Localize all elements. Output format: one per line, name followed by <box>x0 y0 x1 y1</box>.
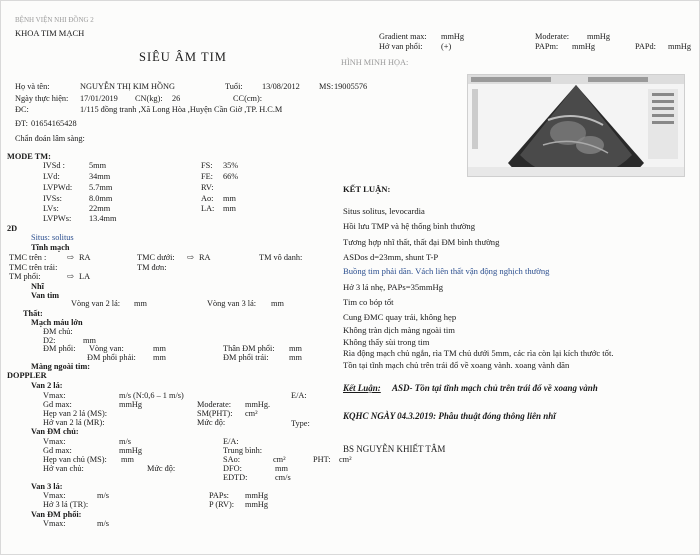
sao-unit: cm² <box>273 455 286 464</box>
van3la-vmax-unit: m/s <box>97 491 109 500</box>
dmchu-ea: E/A: <box>223 437 239 446</box>
valve-regurg-label: Hở van phổi: <box>379 42 423 51</box>
exam-date: 17/01/2019 <box>80 94 118 103</box>
prv: P (RV): <box>209 500 235 509</box>
tmc-tren-trai: TMC trên trái: <box>9 263 58 272</box>
tm-phoi-label: TM phổi: <box>9 272 41 281</box>
dmphoi-vmax-unit: m/s <box>97 519 109 528</box>
conclusion-line: ASDos d=23mm, shunt T-P <box>343 252 439 262</box>
phone: 01654165428 <box>31 119 77 128</box>
paps-unit: mmHg <box>245 491 269 500</box>
van2la-gdmax-unit: mmHg <box>119 400 143 409</box>
van2la-vmax: Vmax: <box>43 391 66 400</box>
ho-van-chu-muc-do: Mức độ: <box>147 464 176 473</box>
tm-left-value-1: 34mm <box>89 172 111 181</box>
tm-vo-danh: TM vô danh: <box>259 253 303 262</box>
papm-unit: mmHg <box>572 42 596 51</box>
edtd: EDTD: <box>223 473 248 482</box>
papm-label: PAPm: <box>535 42 559 51</box>
conclusion-line: Rìa động mạch chủ ngắn, rìa TM chủ dưới 5mm, các rìa còn lại kích thước tốt. <box>343 348 614 358</box>
dob: 13/08/2012 <box>262 82 300 91</box>
dm-phoi: ĐM phổi: <box>43 344 76 353</box>
vong-van: Vòng van: <box>89 344 124 353</box>
tmc-tren-label: TMC trên : <box>9 253 47 262</box>
dm-phoi-phai: ĐM phổi phải: <box>87 353 136 362</box>
tm-phoi-value: LA <box>79 272 91 281</box>
dfo: DFO: <box>223 464 242 473</box>
arrow-icon: ⇨ <box>67 272 74 281</box>
van3la-vmax: Vmax: <box>43 491 66 500</box>
van2la-vmax-ref: m/s (N:0,6 – 1 m/s) <box>119 391 184 400</box>
prv-unit: mmHg <box>245 500 269 509</box>
van2la-moderate: Moderate: <box>197 400 232 409</box>
tm-left-label-2: LVPWd: <box>43 183 73 192</box>
name-label: Họ và tên: <box>15 82 50 91</box>
twod-title: 2D <box>7 224 18 233</box>
hep-van2la: Hẹp van 2 lá (MS): <box>43 409 108 418</box>
dmchu-vmax-unit: m/s <box>119 437 131 446</box>
conclusion-line: Tồn tại tĩnh mạch chủ trên trái đổ về xoang vành. xoang vành dãn <box>343 360 570 370</box>
moderate-label: Moderate: <box>535 32 570 41</box>
mach-mau-lon-title: Mạch máu lớn <box>31 318 83 327</box>
than-dm-phoi-unit: mm <box>289 344 302 353</box>
tm-left-value-2: 5.7mm <box>89 183 113 192</box>
dmchu-gdmax-unit: mmHg <box>119 446 143 455</box>
papd-unit: mmHg <box>668 42 692 51</box>
muc-do: Mức độ: <box>197 418 226 427</box>
tmc-tren-value: RA <box>79 253 91 262</box>
tm-don: TM đơn: <box>137 263 167 272</box>
tm-right-value-3: mm <box>223 194 236 203</box>
tm-right-label-0: FS: <box>201 161 213 170</box>
dfo-unit: mm <box>275 464 288 473</box>
nhi-title: Nhĩ <box>31 282 44 291</box>
address: 1/115 đồng tranh ,Xã Long Hòa ,Huyện Cần Giờ ,TP. H.C.M <box>80 105 283 114</box>
dmphoi-vmax: Vmax: <box>43 519 66 528</box>
tm-left-value-0: 5mm <box>89 161 107 170</box>
conclusion-title: KẾT LUẬN: <box>343 184 391 194</box>
van2la-title: Van 2 lá: <box>31 381 63 390</box>
tm-left-label-0: IVSd : <box>43 161 65 170</box>
final-conclusion-label: Kết Luận: <box>343 383 381 393</box>
sm-pht: SM(PHT): <box>197 409 233 418</box>
paps: PAPs: <box>209 491 229 500</box>
arrow-icon: ⇨ <box>187 253 194 262</box>
pht-unit: cm² <box>339 455 352 464</box>
van2la-ea: E/A: <box>291 391 307 400</box>
van2la-moderate-unit: mmHg. <box>245 400 271 409</box>
van-dm-phoi-title: Van ĐM phổi: <box>31 510 82 519</box>
surgery-plan: KQHC NGÀY 04.3.2019: Phẫu thuật đóng thông liên nhĩ <box>343 411 556 421</box>
moderate-unit: mmHg <box>587 32 611 41</box>
tmc-duoi-label: TMC dưới: <box>137 253 175 262</box>
hep-van-chu-unit: mm <box>121 455 134 464</box>
tm-left-value-3: 8.0mm <box>89 194 113 203</box>
situs: Situs: solitus <box>31 233 74 242</box>
type: Type: <box>291 419 310 428</box>
conclusion-line: Tim co bóp tốt <box>343 297 394 307</box>
dm-phoi-phai-unit: mm <box>153 353 166 362</box>
ho-van2la: Hở van 2 lá (MR): <box>43 418 105 427</box>
tm-left-value-4: 22mm <box>89 204 111 213</box>
dmchu-gdmax: Gd max: <box>43 446 72 455</box>
tm-left-label-5: LVPWs: <box>43 214 72 223</box>
images-label: HÌNH MINH HỌA: <box>341 58 409 67</box>
dm-phoi-trai-unit: mm <box>289 353 302 362</box>
patient-name: NGUYỄN THỊ KIM HỒNG <box>80 82 176 91</box>
tm-left-label-3: IVSs: <box>43 194 62 203</box>
veins-title: Tĩnh mạch <box>31 243 70 252</box>
sm-pht-unit: cm² <box>245 409 258 418</box>
van3la-title: Van 3 lá: <box>31 482 63 491</box>
conclusion-line: Không thấy sùi trong tim <box>343 337 430 347</box>
vong-van-2la-unit: mm <box>134 299 147 308</box>
conclusion-line: Hở 3 lá nhẹ, PAPs=35mmHg <box>343 282 444 292</box>
tm-right-label-1: FE: <box>201 172 213 181</box>
conclusion-line: Tương hợp nhĩ thất, thất đại ĐM bình thường <box>343 237 500 247</box>
address-label: ĐC: <box>15 105 29 114</box>
date-label: Ngày thực hiện: <box>15 94 69 103</box>
papd-label: PAPd: <box>635 42 656 51</box>
that-title: Thất: <box>23 309 43 318</box>
d2-unit: mm <box>83 336 96 345</box>
vong-van-3la-unit: mm <box>271 299 284 308</box>
conclusion-line: Không tràn dịch màng ngoài tim <box>343 325 455 335</box>
van-dm-chu-title: Van ĐM chủ: <box>31 427 79 436</box>
van2la-gdmax: Gd max: <box>43 400 72 409</box>
gradient-max-label: Gradient max: <box>379 32 427 41</box>
tmc-duoi-value: RA <box>199 253 211 262</box>
d2: D2: <box>43 336 56 345</box>
conclusion-line: Hồi lưu TMP và hệ thống bình thường <box>343 221 476 231</box>
department: KHOA TIM MẠCH <box>15 28 85 38</box>
tm-left-value-5: 13.4mm <box>89 214 117 223</box>
doctor-name: BS NGUYỄN KHIẾT TÂM <box>343 444 446 454</box>
ms-label: MS: <box>319 82 334 91</box>
phone-label: ĐT: <box>15 119 28 128</box>
arrow-icon: ⇨ <box>67 253 74 262</box>
clinical-dx-label: Chẩn đoán lâm sàng: <box>15 134 85 143</box>
tm-left-label-4: LVs: <box>43 204 59 213</box>
final-conclusion-text: ASD- Tồn tại tĩnh mạch chủ trên trái đổ về xoang vành <box>392 383 598 393</box>
ms-value: 19005576 <box>334 82 368 91</box>
tm-right-value-4: mm <box>223 204 236 213</box>
weight-value: 26 <box>172 94 181 103</box>
tm-right-value-1: 66% <box>223 172 239 181</box>
vong-van-unit: mm <box>153 344 166 353</box>
echocardiogram-image <box>467 74 685 177</box>
vong-van-3la: Vòng van 3 lá: <box>207 299 257 308</box>
vong-van-2la: Vòng van 2 lá: <box>71 299 121 308</box>
gradient-max-unit: mmHg <box>441 32 465 41</box>
dm-phoi-trai: ĐM phổi trái: <box>223 353 269 362</box>
weight-label: CN(kg): <box>135 94 163 103</box>
age-label: Tuổi: <box>225 82 243 91</box>
van-tim-title: Van tim <box>31 291 60 300</box>
trung-binh: Trung bình: <box>223 446 263 455</box>
hep-van-chu: Hẹp van chủ (MS): <box>43 455 107 464</box>
height-label: CC(cm): <box>233 94 263 103</box>
doppler-title: DOPPLER <box>7 371 47 380</box>
report-title: SIÊU ÂM TIM <box>139 50 227 64</box>
mang-ngoai-tim: Màng ngoài tim: <box>31 362 90 371</box>
than-dm-phoi: Thân ĐM phổi: <box>223 344 275 353</box>
conclusion-line: Cung ĐMC quay trái, không hẹp <box>343 312 457 322</box>
pht: PHT: <box>313 455 331 464</box>
tm-right-label-2: RV: <box>201 183 214 192</box>
edtd-unit: cm/s <box>275 473 291 482</box>
conclusion-line: Situs solitus, levocardia <box>343 206 425 216</box>
conclusion-line: Buồng tim phải dãn. Vách liên thất vận động nghịch thường <box>343 266 550 276</box>
dm-chu: ĐM chủ: <box>43 327 73 336</box>
tm-right-label-3: Ao: <box>201 194 214 203</box>
ho3la: Hở 3 lá (TR): <box>43 500 89 509</box>
tm-right-label-4: LA: <box>201 204 215 213</box>
sao: SAo: <box>223 455 241 464</box>
ho-van-chu: Hở van chủ: <box>43 464 84 473</box>
mode-tm-title: MODE TM: <box>7 152 51 161</box>
tm-left-label-1: LVd: <box>43 172 60 181</box>
dmchu-vmax: Vmax: <box>43 437 66 446</box>
hospital-name: BỆNH VIỆN NHI ĐỒNG 2 <box>15 16 94 24</box>
tm-right-value-0: 35% <box>223 161 239 170</box>
valve-regurg-value: (+) <box>441 42 452 51</box>
